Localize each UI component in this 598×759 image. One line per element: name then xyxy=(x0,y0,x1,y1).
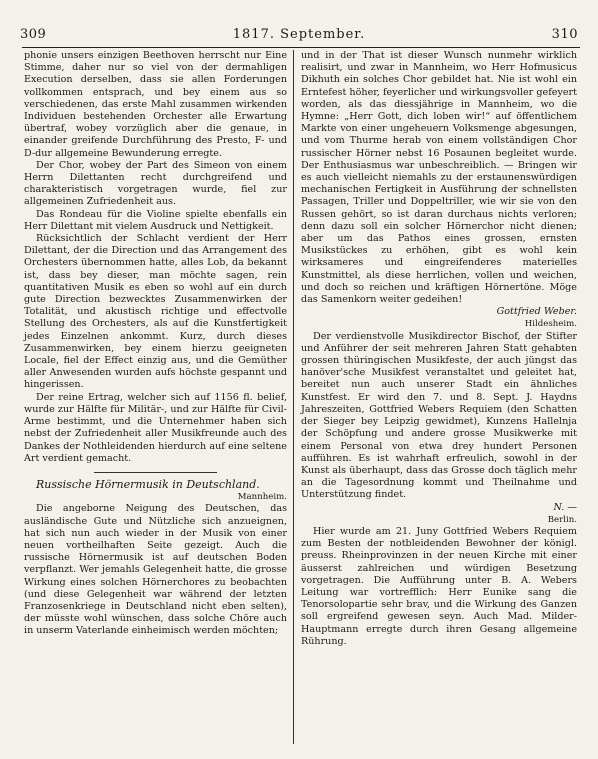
section-title: Russische Hörnermusik in Deutschland. xyxy=(36,477,260,491)
paragraph: Der reine Ertrag, welcher sich auf 1156 fl. belief, wurde zur Hälfte für Militär-, und zur Hälfte für Civil-Arme bestimmt, und die Unternehmer haben sich nebst der Zufriedenheit aller Musikfreunde auch des Dankes der Nothleidenden hierdurch auf eine seltene Art verdient gemacht. xyxy=(24,391,287,464)
paragraph: Der verdienstvolle Musikdirector Bischof, der Stifter und Anführer der seit mehreren Jahren Statt gehabten grossen thüringischen Musikfeste, der auch jüngst das hanöver'sche Musikfest veranstaltet und geleitet hat, bereitet nun auch unserer Stadt ein ähnliches Kunstfest. Er wird den 7. und 8. Sept. J. Haydns Jahreszeiten, Gottfried Webers Requiem (den Schatten der Sieger bey Leipzig gewidmet), Kunzens Hallelnja der Schöpfung und andere grosse Musikwerke mit einem Personal von etwa drey hundert Personen aufführen. Es ist wahrhaft erfreulich, sowohl in der Kunst als überhaupt, dass das Grosse doch täglich mehr an die Tagesordnung kommt und Theilnahme und Unterstützung findet. xyxy=(301,330,577,501)
page-number-right: 310 xyxy=(551,27,578,42)
signature: N. — xyxy=(553,501,577,513)
page-header xyxy=(20,27,578,45)
section-divider xyxy=(94,472,217,473)
header-rule xyxy=(22,47,580,48)
column-divider xyxy=(293,50,294,744)
paragraph: phonie unsers einzigen Beethoven herrscht nur Eine Stimme, daher nur so viel von der dermahligen Execution derselben, dass sie allen Forderungen vollkommen entsprach, und bey einem aus so verschiedenen, das erste Mahl zusammen wirkenden Individuen bestehenden Orchester alle Erwartung übertraf, wobey vorzüglich aber die genaue, in einander greifende Durchführung des Presto, F- und D-dur allgemeine Bewunderung erregte. xyxy=(24,50,287,159)
paragraph: und in der That ist dieser Wunsch nunmehr wirklich realisirt, und zwar in Mannheim, wo Herr Hofmusicus Dikhuth ein solches Chor gebildet hat. Nie ist wohl ein Erntefest höher, feyerlicher und wirkungsvoller gefeyert worden, als das diessjährige in Mannheim, wo die Hymne: „Herr Gott, dich loben wir!“ auf öffentlichem Markte von einer ungeheuern Volksmenge abgesungen, und vom Thurme herab von einem vollständigen Chor russischer Hörner nebst 16 Posaunen begleitet wurde. Der Enthusiasmus war unbeschreiblich. — Bringen wir es auch vielleicht niemahls zu der erstaunenswürdigen mechanischen Fertigkeit in Ausführung der schnellsten Passagen, Triller und Doppeltriller, wie wir sie von den Russen gehört, so ist daran durchaus nichts verloren; denn dazu soll ein solcher Hörnerchor nicht dienen; aber um das Pathos eines grossen, ernsten Musikstückes zu erhöhen, gibt es wohl kein wirksameres und eingreifenderes materielles Kunstmittel, als diese herrlichen, vollen und weichen, und doch so reichen und kräftigen Hörnertöne. Möge das Samenkorn weiter gedeihen! xyxy=(301,50,577,306)
dateline-place: Berlin. xyxy=(547,514,577,525)
page-number-left: 309 xyxy=(20,27,47,42)
right-column xyxy=(301,50,577,648)
running-title: 1817. September. xyxy=(232,27,366,42)
left-column xyxy=(24,50,287,638)
paragraph: Rücksichtlich der Schlacht verdient der Herr Dilettant, der die Direction und das Arrangement des Orchesters übernommen hatte, alles Lob, da bekannt ist, dass bey dieser, man möchte sagen, rein quantitativen Musik es eben so wohl auf ein durch gute Direction bezwecktes Zusammenwirken der Totalität, und akustisch richtige und effectvolle Stellung des Orchesters, als auf die Kunstfertigkeit jedes Einzelnen ankommt. Kurz, durch dieses Zusammenwirken, bey einem hierzu geeigneten Locale, fiel der Effect einzig aus, und die Gemüther aller Anwesenden wurden aufs höchste gespannt und hingerissen. xyxy=(24,233,287,391)
signature: Gottfried Weber. xyxy=(496,306,577,318)
dateline-place: Hildesheim. xyxy=(524,319,577,330)
paragraph: Hier wurde am 21. Juny Gottfried Webers Requiem zum Besten der notbleidenden Bewohner der königl. preuss. Rheinprovinzen in der neuen Kirche mit einer äusserst zahlreichen und würdigen Besetzung vorgetragen. Die Aufführung unter B. A. Webers Leitung war vortrefflich: Herr Eunike sang die Tenorsolopartie sehr brav, und die Wirkung des Ganzen soll ergreifend gewesen seyn. Auch Mad. Milder-Hauptmann erregte durch ihren Gesang allgemeine Rührung. xyxy=(301,525,577,647)
paragraph: Die angeborne Neigung des Deutschen, das ausländische Gute und Nützliche sich anzueignen, hat sich nun auch wieder in der Musik von einer neuen vortheilhaften Seite gezeigt. Auch die russische Hörnermusik ist auf deutschen Boden verpflanzt. Wer jemahls Gelegenheit hatte, die grosse Wirkung eines solchen Hörnerchores zu beobachten (und diese Gelegenheit war während der letzten Franzosenkriege in Deutschland nicht eben selten), der müsste wohl wünschen, dass solche Chöre auch in unserm Vaterlande einheimisch werden möchten; xyxy=(24,503,287,637)
dateline-place: Mannheim. xyxy=(237,492,287,503)
paragraph: Das Rondeau für die Violine spielte ebenfalls ein Herr Dilettant mit vielem Ausdruck und Nettigkeit. xyxy=(24,208,287,232)
paragraph: Der Chor, wobey der Part des Simeon von einem Herrn Dilettanten recht durchgreifend und charakteristisch vorgetragen wurde, fiel zur allgemeinen Zufriedenheit aus. xyxy=(24,159,287,208)
